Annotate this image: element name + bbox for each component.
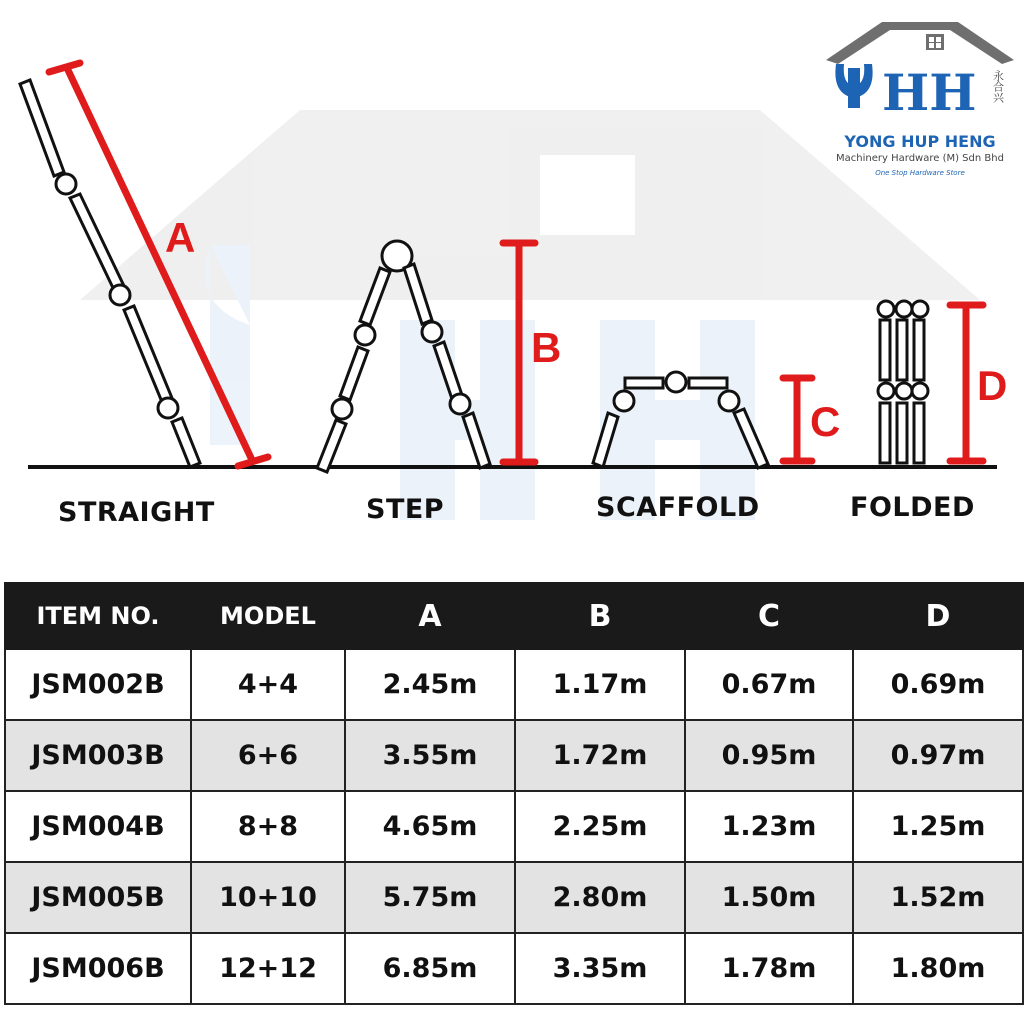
logo-tagline: One Stop Hardware Store (875, 169, 965, 177)
dimension-c-label: C (810, 398, 841, 445)
cell-d: 1.25m (853, 791, 1023, 862)
cell-c: 1.23m (685, 791, 853, 862)
config-label-step: STEP (366, 494, 445, 525)
header-model: MODEL (191, 583, 345, 649)
cell-b: 1.17m (515, 649, 685, 720)
cell-c: 1.50m (685, 862, 853, 933)
cell-b: 3.35m (515, 933, 685, 1004)
cell-c: 0.67m (685, 649, 853, 720)
cell-d: 0.97m (853, 720, 1023, 791)
table-row (5, 933, 1023, 1004)
cell-c: 0.95m (685, 720, 853, 791)
dimension-b-label: B (531, 324, 562, 371)
table-row (5, 862, 1023, 933)
cell-item-no: JSM002B (5, 649, 191, 720)
table-row (5, 649, 1023, 720)
cell-a: 4.65m (345, 791, 515, 862)
config-label-folded: FOLDED (850, 492, 975, 523)
cell-item-no: JSM006B (5, 933, 191, 1004)
cell-a: 2.45m (345, 649, 515, 720)
cell-d: 0.69m (853, 649, 1023, 720)
cell-c: 1.78m (685, 933, 853, 1004)
spec-table (4, 582, 1024, 1005)
header-a: A (345, 583, 515, 649)
cell-b: 2.80m (515, 862, 685, 933)
header-item-no: ITEM NO. (5, 583, 191, 649)
logo-monogram: HH (882, 63, 977, 122)
cell-d: 1.52m (853, 862, 1023, 933)
cell-item-no: JSM004B (5, 791, 191, 862)
cell-model: 8+8 (191, 791, 345, 862)
cell-model: 4+4 (191, 649, 345, 720)
table-row (5, 791, 1023, 862)
cell-a: 3.55m (345, 720, 515, 791)
logo-brand-name: YONG HUP HENG (844, 132, 996, 151)
header-c: C (685, 583, 853, 649)
cell-model: 6+6 (191, 720, 345, 791)
table-row (5, 720, 1023, 791)
cell-item-no: JSM003B (5, 720, 191, 791)
brand-logo (822, 20, 1018, 180)
cell-model: 10+10 (191, 862, 345, 933)
cell-a: 5.75m (345, 862, 515, 933)
dimension-c-marker (783, 378, 812, 461)
logo-subtitle: Machinery Hardware (M) Sdn Bhd (836, 153, 1004, 164)
house-logo-icon (822, 20, 1018, 132)
dimension-d-label: D (977, 362, 1008, 409)
cell-d: 1.80m (853, 933, 1023, 1004)
cell-item-no: JSM005B (5, 862, 191, 933)
header-d: D (853, 583, 1023, 649)
config-label-straight: STRAIGHT (58, 497, 215, 528)
cell-b: 1.72m (515, 720, 685, 791)
dimension-a-label: A (165, 214, 196, 261)
table-header-row (5, 583, 1023, 649)
cell-a: 6.85m (345, 933, 515, 1004)
cell-b: 2.25m (515, 791, 685, 862)
folded-ladder (878, 301, 928, 463)
logo-chinese: 永合兴 (991, 70, 1005, 103)
cell-model: 12+12 (191, 933, 345, 1004)
config-label-scaffold: SCAFFOLD (596, 492, 760, 523)
header-b: B (515, 583, 685, 649)
